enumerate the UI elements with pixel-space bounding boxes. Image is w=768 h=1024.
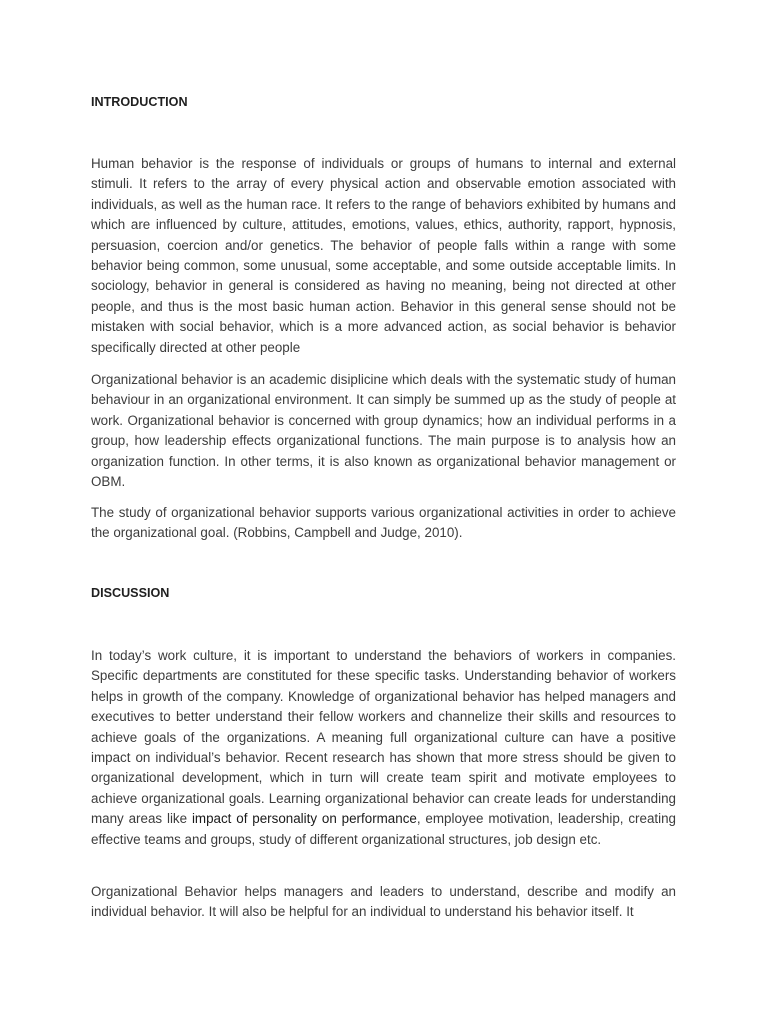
discussion-paragraph-1-text-a: In today’s work culture, it is important to understand the behaviors of workers in companies. Specific departments are constituted for these specific tasks. Understanding behavior of workers helps in growth of the company. Knowledge of organizational behavior has helped managers and executives to better understand their fellow workers and channelize their skills and resources to achieve goals of the organizations. A meaning full organizational culture can have a positive impact on individual’s behavior. Recent research has shown that more stress should be given to organizational development, which in turn will create team spirit and motivate employees to achieve organizational goals. Learning organizational behavior can create leads for understanding many areas like [91, 648, 676, 827]
intro-paragraph-3: The study of organizational behavior supports various organizational activities in order to achieve the organizational goal. (Robbins, Campbell and Judge, 2010). [91, 505, 676, 541]
intro-paragraph-1: Human behavior is the response of individuals or groups of humans to internal and external stimuli. It refers to the array of every physical action and observable emotion associated with individuals, as well as the human race. It refers to the range of behaviors exhibited by humans and which are influenced by culture, attitudes, emotions, values, ethics, authority, rapport, hypnosis, persuasion, coercion and/or genetics. The behavior of people falls within a range with some behavior being common, some unusual, some acceptable, and some outside acceptable limits. In sociology, behavior in general is considered as having no meaning, being not directed at other people, and thus is the most basic human action. Behavior in this general sense should not be mistaken with social behavior, which is a more advanced action, as social behavior is behavior specifically directed at other people [91, 156, 676, 355]
discussion-paragraph-1-text-b: , employee motivation, leadership, creating effective teams and groups, study of different organizational structures, job design etc. [91, 811, 676, 847]
discussion-paragraph-1 [91, 646, 676, 850]
discussion-paragraph-2: Organizational Behavior helps managers and leaders to understand, describe and modify an individual behavior. It will also be helpful for an individual to understand his behavior itself. It [91, 884, 676, 920]
personality-performance-link[interactable]: impact of personality on performance [191, 811, 417, 827]
discussion-heading: DISCUSSION [91, 586, 170, 600]
introduction-heading: INTRODUCTION [91, 95, 188, 109]
intro-paragraph-2: Organizational behavior is an academic disiplicine which deals with the systematic study of human behaviour in an organizational environment. It can simply be summed up as the study of people at work. Organizational behavior is concerned with group dynamics; how an individual performs in a group, how leadership effects organizational functions. The main purpose is to analysis how an organization function. In other terms, it is also known as organizational behavior management or OBM. [91, 372, 676, 490]
